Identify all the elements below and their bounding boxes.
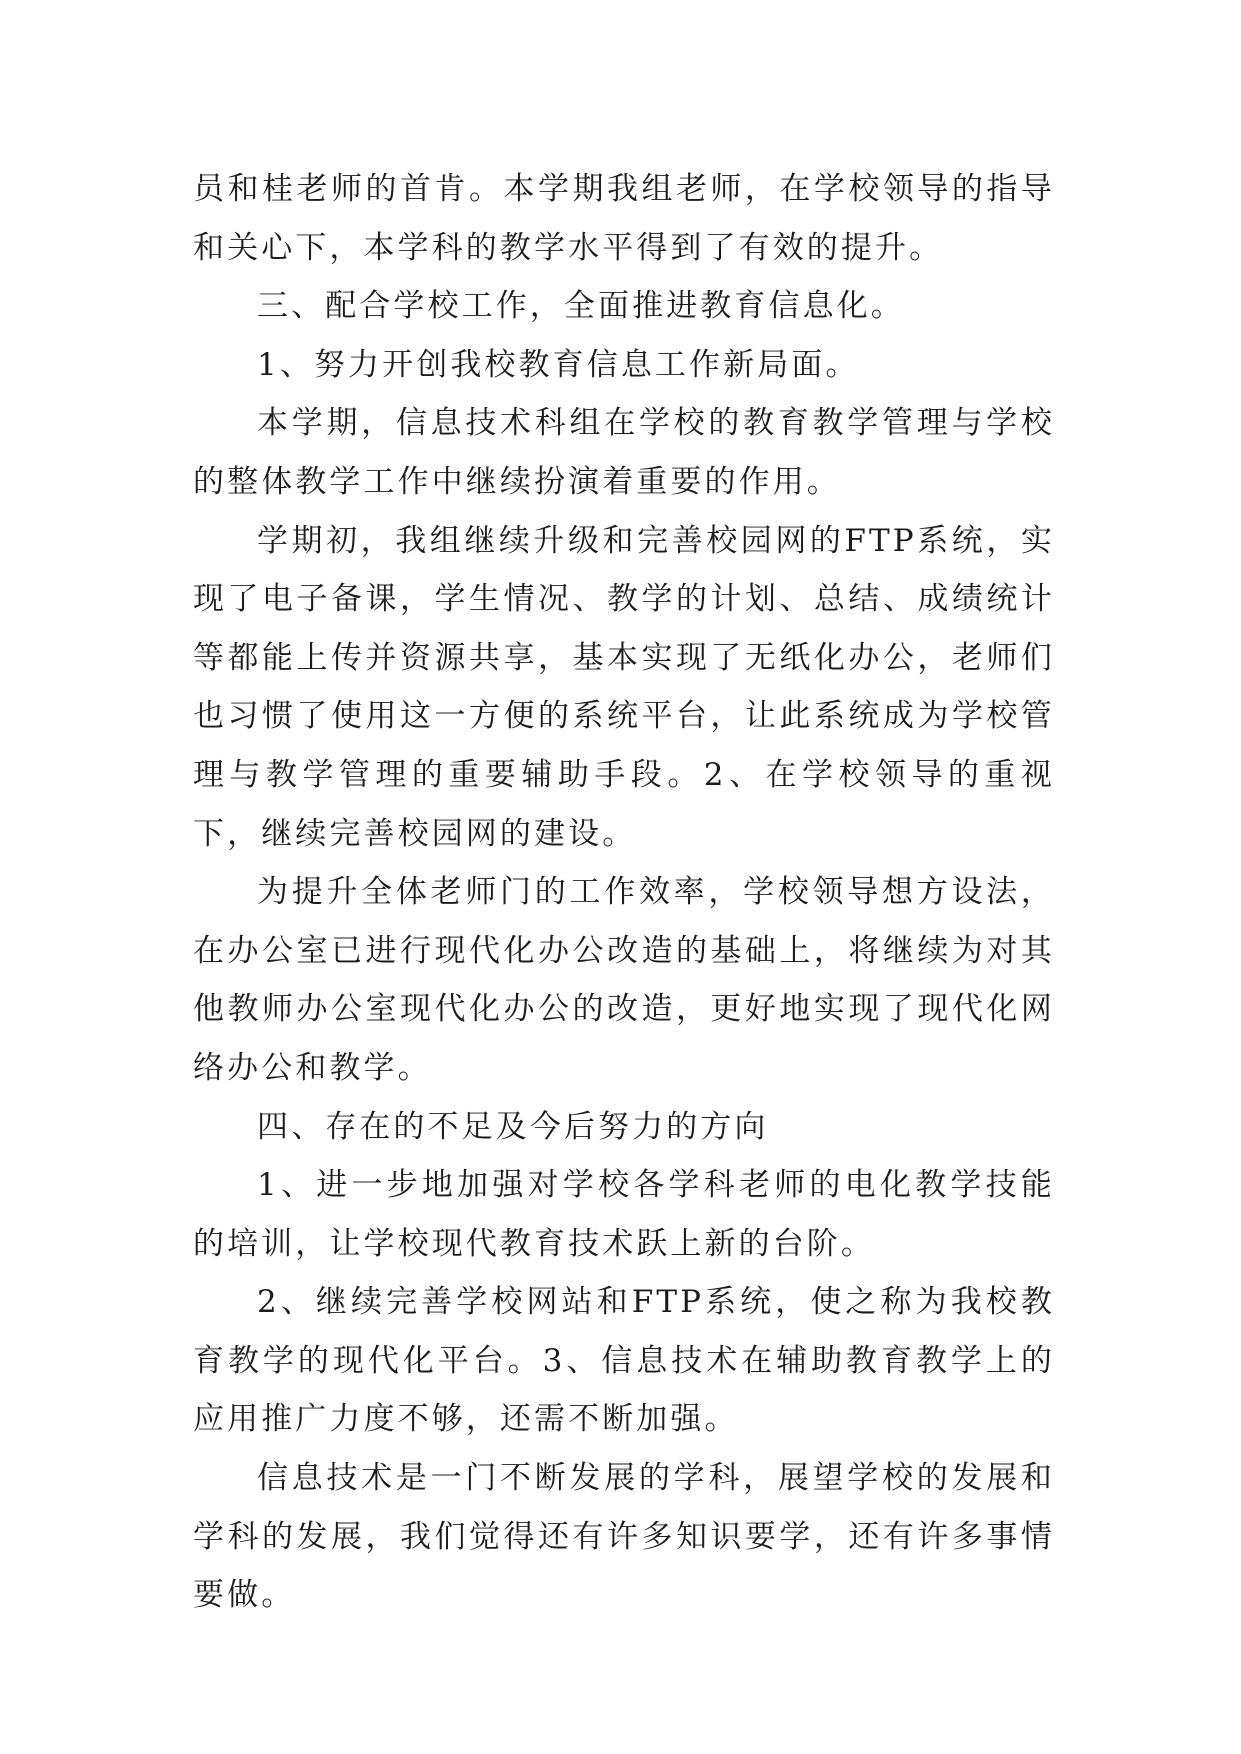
paragraph-7: 四、存在的不足及今后努力的方向 (257, 1108, 769, 1145)
paragraph-2: 三、配合学校工作，全面推进教育信息化。 (257, 288, 905, 325)
paragraph-10: 信息技术是一门不断发展的学科，展望学校的发展和学科的发展，我们觉得还有许多知识要学，还有许多事情要做。 (193, 1460, 1055, 1614)
paragraph-4: 本学期，信息技术科组在学校的教育教学管理与学校的整体教学工作中继续扮演着重要的作用。 (193, 405, 1055, 500)
paragraph-1: 员和桂老师的首肯。本学期我组老师，在学校领导的指导和关心下，本学科的教学水平得到了有效的提升。 (193, 171, 1055, 266)
document-body (193, 160, 1055, 1625)
paragraph-3: 1、努力开创我校教育信息工作新局面。 (257, 346, 860, 383)
paragraph-8: 1、进一步地加强对学校各学科老师的电化教学技能的培训，让学校现代教育技术跃上新的台阶。 (193, 1167, 1055, 1262)
paragraph-5: 学期初，我组继续升级和完善校园网的FTP系统，实现了电子备课，学生情况、教学的计划、总结、成绩统计等都能上传并资源共享，基本实现了无纸化办公，老师们也习惯了使用这一方便的系统平台，让此系统成为学校管理与教学管理的重要辅助手段。2、在学校领导的重视下，继续完善校园网的建设。 (193, 522, 1055, 852)
paragraph-9: 2、继续完善学校网站和FTP系统，使之称为我校教育教学的现代化平台。3、信息技术在辅助教育教学上的应用推广力度不够，还需不断加强。 (193, 1284, 1055, 1438)
paragraph-6: 为提升全体老师门的工作效率，学校领导想方设法，在办公室已进行现代化办公改造的基础上，将继续为对其他教师办公室现代化办公的改造，更好地实现了现代化网络办公和教学。 (193, 874, 1055, 1086)
